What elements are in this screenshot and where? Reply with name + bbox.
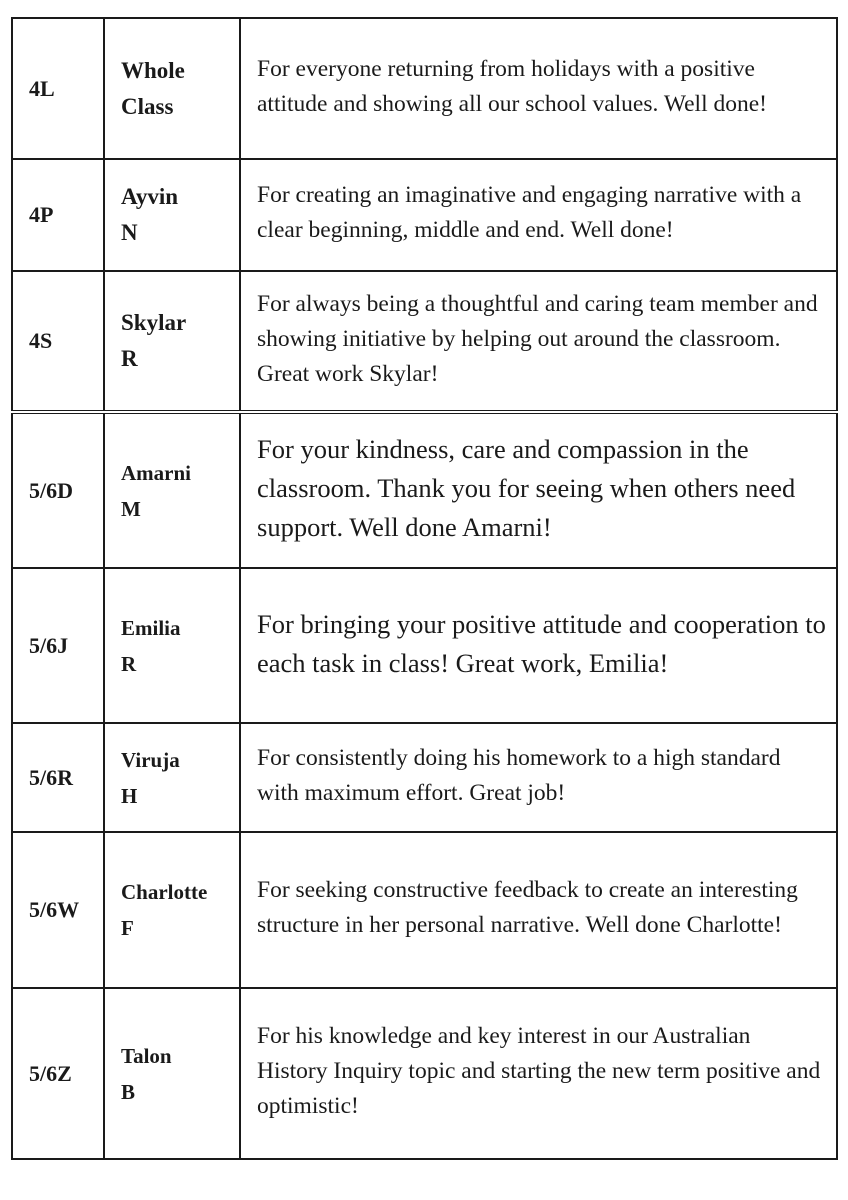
student-last-name: H xyxy=(121,783,138,808)
class-cell: 5/6D xyxy=(12,412,104,568)
student-first-name: Charlotte xyxy=(121,880,208,904)
student-name-cell xyxy=(104,832,240,988)
class-cell: 4L xyxy=(12,18,104,159)
award-description: For always being a thoughtful and caring team member and showing initiative by helping out around the classroom. Great work Skylar! xyxy=(240,271,837,412)
student-first-name: Amarni xyxy=(121,460,191,485)
student-first-name: Skylar xyxy=(121,310,187,335)
student-last-name: R xyxy=(121,651,137,676)
table-row xyxy=(12,159,837,271)
table-row xyxy=(12,832,837,988)
table-row xyxy=(12,412,837,568)
student-name-cell xyxy=(104,723,240,832)
table-row xyxy=(12,18,837,159)
student-name-cell xyxy=(104,159,240,271)
class-cell: 5/6J xyxy=(12,568,104,723)
award-description: For your kindness, care and compassion in the classroom. Thank you for seeing when others need support. Well done Amarni! xyxy=(240,412,837,568)
student-first-name: Ayvin xyxy=(121,184,179,209)
student-first-name: Talon xyxy=(121,1043,172,1068)
awards-table xyxy=(11,17,838,1160)
student-name-cell xyxy=(104,412,240,568)
table-row xyxy=(12,988,837,1159)
student-last-name: Class xyxy=(121,93,174,119)
class-cell: 5/6R xyxy=(12,723,104,832)
award-description: For bringing your positive attitude and cooperation to each task in class! Great work, Emilia! xyxy=(240,568,837,723)
award-description: For creating an imaginative and engaging narrative with a clear beginning, middle and end. Well done! xyxy=(240,159,837,271)
student-last-name: B xyxy=(121,1079,136,1104)
award-description: For consistently doing his homework to a high standard with maximum effort. Great job! xyxy=(240,723,837,832)
class-cell: 4S xyxy=(12,271,104,412)
student-first-name: Viruja xyxy=(121,747,180,772)
class-cell: 4P xyxy=(12,159,104,271)
student-last-name: R xyxy=(121,346,138,371)
award-description: For seeking constructive feedback to create an interesting structure in her personal narrative. Well done Charlotte! xyxy=(240,832,837,988)
table-row xyxy=(12,723,837,832)
student-name-cell xyxy=(104,568,240,723)
student-first-name: Emilia xyxy=(121,615,181,640)
award-description: For his knowledge and key interest in our Australian History Inquiry topic and starting the new term positive and optimistic! xyxy=(240,988,837,1159)
student-last-name: M xyxy=(121,496,141,521)
student-first-name: Whole xyxy=(121,57,185,83)
award-description: For everyone returning from holidays with a positive attitude and showing all our school values. Well done! xyxy=(240,18,837,159)
table-row xyxy=(12,271,837,412)
student-last-name: F xyxy=(121,916,134,940)
class-cell: 5/6W xyxy=(12,832,104,988)
student-name-cell xyxy=(104,271,240,412)
class-cell: 5/6Z xyxy=(12,988,104,1159)
student-name-cell xyxy=(104,988,240,1159)
table-row xyxy=(12,568,837,723)
student-last-name: N xyxy=(121,220,138,245)
student-name-cell xyxy=(104,18,240,159)
